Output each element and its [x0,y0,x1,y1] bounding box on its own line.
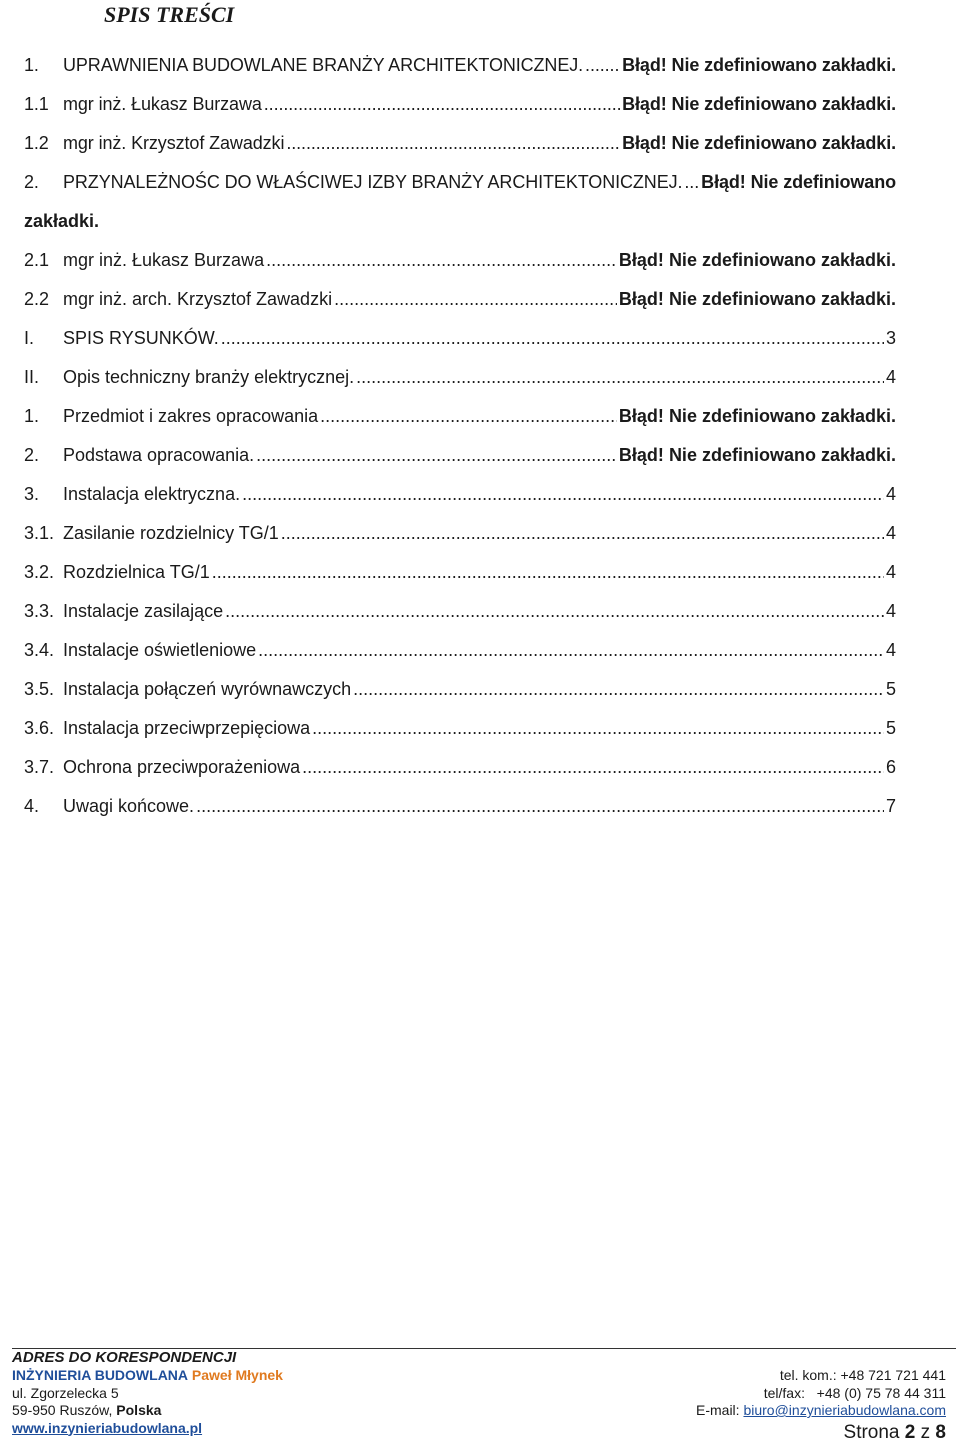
toc-leader [320,406,617,427]
toc-entry-2-2[interactable] [24,289,896,328]
toc-label: Ochrona przeciwporażeniowa [63,757,301,777]
toc-error: Błąd! Nie zdefiniowano zakładki. [622,94,896,114]
toc-leader [286,133,620,154]
toc-label: Opis techniczny branży elektrycznej. [63,367,355,387]
toc-error: Błąd! Nie zdefiniowano zakładki. [622,55,896,75]
toc-number: 3.5. [24,679,55,699]
footer-address [12,1367,283,1437]
company-name: INŻYNIERIA BUDOWLANA [12,1367,189,1383]
page-title: SPIS TREŚCI [104,2,235,27]
toc-page-number: 4 [885,484,896,504]
footer-contact [696,1367,946,1441]
toc-label: mgr inż. arch. Krzysztof Zawadzki [63,289,333,309]
toc-entry-2-1[interactable] [24,250,896,289]
toc-leader [264,94,620,115]
toc-leader [302,757,884,778]
toc-number: 4. [24,796,40,816]
toc-number: 3.7. [24,757,55,777]
footer-company-line [12,1367,283,1385]
toc-label: Uwagi końcowe. [63,796,195,816]
toc-page-number: 5 [885,679,896,699]
email-link[interactable]: biuro@inzynieriabudowlana.com [743,1402,946,1418]
toc-entry-1-2[interactable] [24,133,896,172]
page-current: 2 [904,1421,916,1443]
toc-label: mgr inż. Łukasz Burzawa [63,94,262,114]
toc-leader [221,328,884,349]
toc-entry-e3-2[interactable] [24,562,896,601]
toc-number: 1. [24,406,40,426]
toc-error: Błąd! Nie zdefiniowano zakładki. [618,250,896,270]
toc-entry-2[interactable] [24,172,896,211]
toc-label: mgr inż. Łukasz Burzawa [63,250,265,270]
toc-page-number: 3 [885,328,896,348]
toc-page-number: 4 [885,640,896,660]
toc-page-number: 4 [885,601,896,621]
toc-entry-e3[interactable] [24,484,896,523]
toc-number: 3.4. [24,640,55,660]
toc-number: I. [24,328,35,348]
toc-error: Błąd! Nie zdefiniowano [701,172,896,192]
toc-error: Błąd! Nie zdefiniowano zakładki. [618,406,896,426]
toc-leader [225,601,884,622]
toc-entry-e3-3[interactable] [24,601,896,640]
toc-entry-e3-5[interactable] [24,679,896,718]
toc-leader [356,367,884,388]
footer-heading: ADRES DO KORESPONDENCJI [12,1349,237,1366]
toc-label: Podstawa opracowania. [63,445,255,465]
toc-leader [212,562,884,583]
table-of-contents [24,55,896,835]
toc-label: mgr inż. Krzysztof Zawadzki [63,133,285,153]
toc-entry-e1[interactable] [24,406,896,445]
toc-number: 3. [24,484,40,504]
toc-leader [334,289,617,310]
toc-number: 2.1 [24,250,50,270]
toc-page-number: 6 [885,757,896,777]
page-label: Strona [843,1421,900,1443]
toc-error: Błąd! Nie zdefiniowano zakładki. [618,445,896,465]
toc-page-number: 4 [885,367,896,387]
toc-number: 1.1 [24,94,49,114]
toc-leader [312,718,884,739]
footer-city-line [12,1402,283,1420]
toc-entry-e2[interactable] [24,445,896,484]
footer-fax: tel/fax: +48 (0) 75 78 44 311 [763,1384,946,1401]
toc-entry-II[interactable] [24,367,896,406]
toc-entry-1-1[interactable] [24,94,896,133]
footer-street: ul. Zgorzelecka 5 [12,1384,119,1401]
page-total: 8 [935,1421,946,1443]
toc-label: Instalacje oświetleniowe [63,640,257,660]
toc-entry-1[interactable] [24,55,896,94]
toc-label: Przedmiot i zakres opracowania [63,406,319,426]
toc-entry-e3-7[interactable] [24,757,896,796]
toc-leader [258,640,884,661]
footer-email-line [696,1402,946,1420]
page-footer [12,1348,956,1443]
toc-label: SPIS RYSUNKÓW. [63,328,219,348]
toc-label: PRZYNALEŻNOŚC DO WŁAŚCIWEJ IZBY BRANŻY ARCHITEKTONICZNEJ. [63,172,683,192]
toc-number: 1.2 [24,133,49,153]
toc-page-number: 4 [885,523,896,543]
toc-number: 3.1. [24,523,55,543]
footer-phone: tel. kom.: +48 721 721 441 [779,1367,946,1383]
toc-leader [256,445,617,466]
toc-number: 2.2 [24,289,50,309]
email-label: E-mail: [696,1402,740,1418]
toc-entry-e4[interactable] [24,796,896,835]
toc-number: 3.3. [24,601,55,621]
toc-error: Błąd! Nie zdefiniowano zakładki. [622,133,896,153]
toc-number: 1. [24,55,39,75]
toc-entry-I[interactable] [24,328,896,367]
toc-leader [196,796,884,817]
toc-page-number: 7 [885,796,896,816]
toc-number: 3.6. [24,718,55,738]
toc-leader [585,55,620,76]
toc-label: Instalacja połączeń wyrównawczych [63,679,352,699]
toc-entry-e3-4[interactable] [24,640,896,679]
toc-entry-e3-1[interactable] [24,523,896,562]
toc-label: Instalacje zasilające [63,601,224,621]
page-number [696,1421,946,1443]
toc-page-number: 5 [885,718,896,738]
toc-label: Instalacja przeciwprzepięciowa [63,718,311,738]
toc-page-number: 4 [885,562,896,582]
toc-number: 2. [24,172,39,192]
toc-leader [684,172,699,193]
toc-label: Zasilanie rozdzielnicy TG/1 [63,523,279,543]
toc-label: UPRAWNIENIA BUDOWLANE BRANŻY ARCHITEKTONICZNEJ. [63,55,584,75]
page-of: z [920,1421,931,1443]
footer-country: Polska [116,1402,162,1418]
toc-entry-2-wrap: zakładki. [24,211,100,231]
toc-number: 2. [24,445,40,465]
toc-leader [353,679,884,700]
toc-label: Rozdzielnica TG/1 [63,562,210,582]
toc-label: Instalacja elektryczna. [63,484,241,504]
owner-name: Paweł Młynek [191,1367,283,1383]
toc-leader [281,523,884,544]
toc-number: 3.2. [24,562,55,582]
toc-entry-e3-6[interactable] [24,718,896,757]
toc-leader [242,484,884,505]
footer-postcode-city: 59-950 Ruszów, [12,1402,113,1418]
toc-leader [266,250,617,271]
toc-error: Błąd! Nie zdefiniowano zakładki. [618,289,896,309]
toc-number: II. [24,367,40,387]
website-link[interactable]: www.inzynieriabudowlana.pl [12,1419,203,1436]
